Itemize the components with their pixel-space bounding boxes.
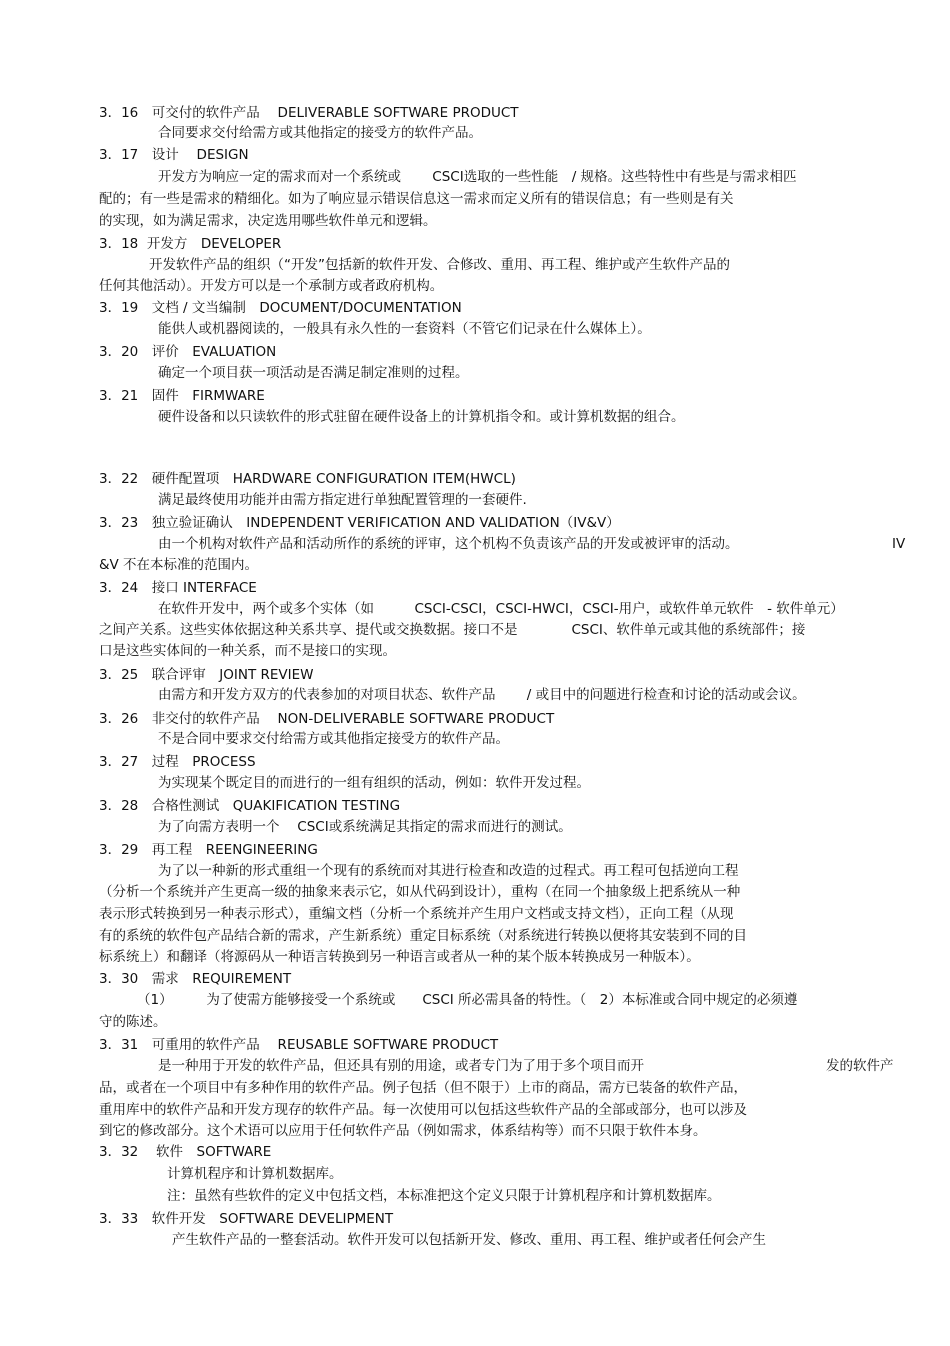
term-heading: 3．25 联合评审 JOINT REVIEW xyxy=(99,667,314,683)
term-heading: 3．19 文档 / 文当编制 DOCUMENT/DOCUMENTATION xyxy=(99,300,462,316)
term-definition-line: 品，或者在一个项目中有多种作用的软件产品。例子包括（但不限于）上市的商品，需方已装备的软件产品， xyxy=(99,1080,747,1096)
term-heading: 3．22 硬件配置项 HARDWARE CONFIGURATION ITEM(HWCL) xyxy=(99,471,516,487)
term-definition-line: 硬件设备和以只读软件的形式驻留在硬件设备上的计算机指令和。或计算机数据的组合。 xyxy=(158,409,685,425)
term-definition-line: 守的陈述。 xyxy=(99,1014,167,1030)
term-definition-line: 的实现，如为满足需求，决定选用哪些软件单元和逻辑。 xyxy=(99,213,437,229)
term-heading: 3．20 评价 EVALUATION xyxy=(99,344,277,360)
term-definition-line: 满足最终使用功能并由需方指定进行单独配置管理的一套硬件. xyxy=(158,492,527,508)
term-heading: 3．23 独立验证确认 INDEPENDENT VERIFICATION AND VALIDATION（IV&V） xyxy=(99,515,620,531)
term-definition-line: 产生软件产品的一整套活动。软件开发可以包括新开发、修改、重用、再工程、维护或者任何会产生 xyxy=(172,1232,766,1248)
term-definition-line: 在软件开发中，两个或多个实体（如 CSCI-CSCI，CSCI-HWCI，CSCI-用户，或软件单元软件 - 软件单元） xyxy=(158,601,844,617)
term-definition-line: 重用库中的软件产品和开发方现存的软件产品。每一次使用可以包括这些软件产品的全部或部分，也可以涉及 xyxy=(99,1102,747,1118)
term-definition-line: &V 不在本标准的范围内。 xyxy=(99,557,259,573)
term-definition-line: 标系统上）和翻译（将源码从一种语言转换到另一种语言或者从一种的某个版本转换成另一种版本）。 xyxy=(99,949,700,965)
term-definition-line: 合同要求交付给需方或其他指定的接受方的软件产品。 xyxy=(158,125,482,141)
term-definition-line: 为了以一种新的形式重组一个现有的系统而对其进行检查和改造的过程式。再工程可包括逆向工程 xyxy=(158,863,739,879)
term-definition-line: 计算机程序和计算机数据库。 xyxy=(167,1166,343,1182)
term-definition-line: 为了向需方表明一个 CSCI或系统满足其指定的需求而进行的测试。 xyxy=(158,819,572,835)
term-definition-line: 能供人或机器阅读的，一般具有永久性的一套资料（不管它们记录在什么媒体上）。 xyxy=(158,321,651,337)
term-definition-line: 配的；有一些是需求的精细化。如为了响应显示错误信息这一需求而定义所有的错误信息；有一些则是有关 xyxy=(99,191,734,207)
term-definition-line: 任何其他活动）。开发方可以是一个承制方或者政府机构。 xyxy=(99,278,444,294)
term-definition-line: 为实现某个既定目的而进行的一组有组织的活动，例如：软件开发过程。 xyxy=(158,775,590,791)
term-heading: 3．24 接口 INTERFACE xyxy=(99,580,257,596)
term-heading: 3．32 软件 SOFTWARE xyxy=(99,1144,272,1160)
term-definition-line: 到它的修改部分。这个术语可以应用于任何软件产品（例如需求，体系结构等）而不只限于软件本身。 xyxy=(99,1123,707,1139)
term-definition-line: 开发软件产品的组织（“开发”包括新的软件开发、合修改、重用、再工程、维护或产生软件产品的 xyxy=(149,257,730,273)
term-heading: 3．33 软件开发 SOFTWARE DEVELIPMENT xyxy=(99,1211,394,1227)
term-definition-line: 确定一个项目获一项活动是否满足制定准则的过程。 xyxy=(158,365,469,381)
term-heading: 3．16 可交付的软件产品 DELIVERABLE SOFTWARE PRODUCT xyxy=(99,105,519,121)
term-definition-line: 开发方为响应一定的需求而对一个系统或 CSCI选取的一些性能 / 规格。这些特性中有些是与需求相匹 xyxy=(158,169,797,185)
term-definition-line: 发的软件产 xyxy=(826,1058,894,1074)
term-heading: 3．27 过程 PROCESS xyxy=(99,754,256,770)
term-definition-line: 口是这些实体间的一种关系，而不是接口的实现。 xyxy=(99,643,396,659)
term-heading: 3．30 需求 REQUIREMENT xyxy=(99,971,292,987)
term-definition-line: 由一个机构对软件产品和活动所作的系统的评审，这个机构不负责该产品的开发或被评审的活动。 xyxy=(158,536,739,552)
term-heading: 3．21 固件 FIRMWARE xyxy=(99,388,265,404)
term-heading: 3．26 非交付的软件产品 NON-DELIVERABLE SOFTWARE PRODUCT xyxy=(99,711,555,727)
term-heading: 3．29 再工程 REENGINEERING xyxy=(99,842,318,858)
term-heading: 3．31 可重用的软件产品 REUSABLE SOFTWARE PRODUCT xyxy=(99,1037,499,1053)
term-definition-line: 之间产关系。这些实体依据这种关系共享、提代或交换数据。接口不是 CSCI、软件单元或其他的系统部件；接 xyxy=(99,622,806,638)
term-definition-line: 表示形式转换到另一种表示形式），重编文档（分析一个系统并产生用户文档或支持文档），正向工程（从现 xyxy=(99,906,734,922)
term-heading: 3．18 开发方 DEVELOPER xyxy=(99,236,282,252)
term-definition-line: （分析一个系统并产生更高一级的抽象来表示它，如从代码到设计），重构（在同一个抽象级上把系统从一种 xyxy=(99,884,741,900)
term-definition-line: 由需方和开发方双方的代表参加的对项目状态、软件产品 / 或目中的问题进行检查和讨论的活动或会议。 xyxy=(158,687,806,703)
term-definition-line: IV xyxy=(892,536,906,552)
term-definition-line: （1） 为了使需方能够接受一个系统或 CSCI 所必需具备的特性。（ 2）本标准或合同中规定的必须遵 xyxy=(137,992,798,1008)
term-definition-line: 有的系统的软件包产品结合新的需求，产生新系统）重定目标系统（对系统进行转换以便将其安装到不同的目 xyxy=(99,928,747,944)
term-heading: 3．28 合格性测试 QUAKIFICATION TESTING xyxy=(99,798,401,814)
term-definition-line: 不是合同中要求交付给需方或其他指定接受方的软件产品。 xyxy=(158,731,509,747)
term-note-line: 注：虽然有些软件的定义中包括文档，本标准把这个定义只限于计算机程序和计算机数据库。 xyxy=(167,1188,721,1204)
term-definition-line: 是一种用于开发的软件产品，但还具有别的用途，或者专门为了用于多个项目而开 xyxy=(158,1058,644,1074)
term-heading: 3．17 设计 DESIGN xyxy=(99,147,249,163)
